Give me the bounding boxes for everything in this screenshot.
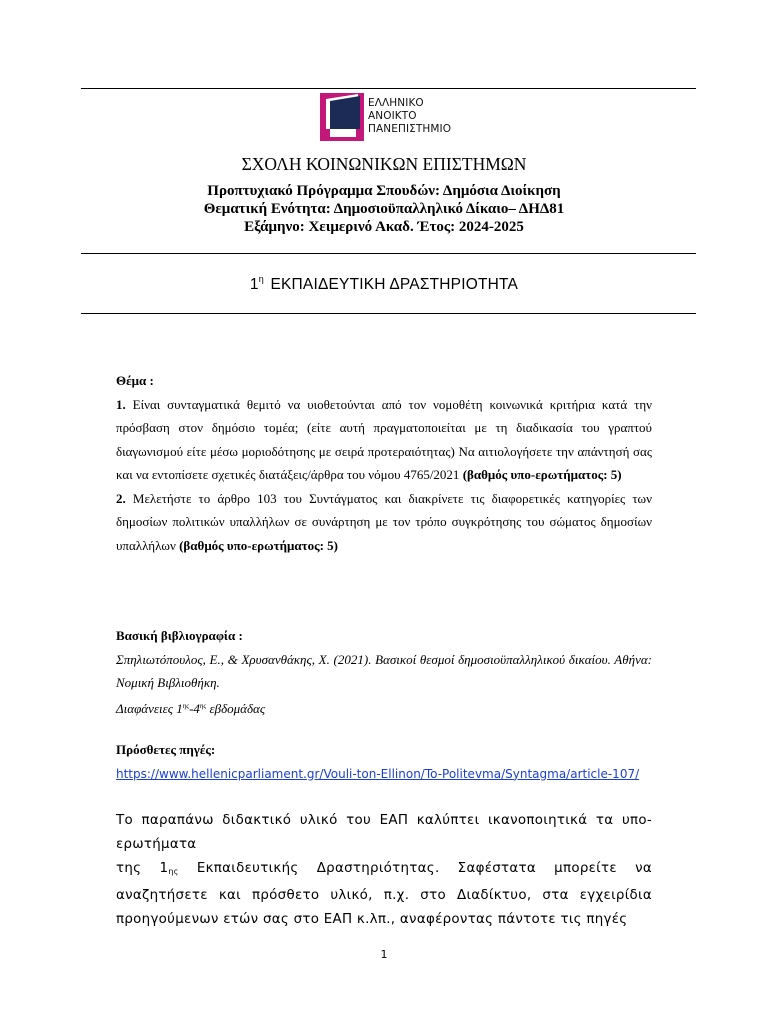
entry-2-part-a: Διαφάνειες 1 (116, 700, 183, 716)
question-2-text: Μελετήστε το άρθρο 103 του Συντάγματος και διακρίνετε τις διαφορετικές κατηγορίες των δημοσίων πολιτικών υπαλλήλων σε συνάρτηση με τον τρόπο συγκρότησης του σώματος δημοσίων υπαλλήλων (116, 490, 652, 553)
closing-line-1: Το παραπάνω διδακτικό υλικό του ΕΑΠ καλύπτει ικανοποιητικά τα υπο-ερωτήματα (116, 813, 652, 852)
activity-number: 1 (249, 276, 259, 293)
entry-2-part-b: -4 (189, 700, 200, 716)
question-1-text: Είναι συνταγματικά θεμιτό να υιοθετούνται από τον νομοθέτη κοινωνικά κριτήρια κατά την πρόσβαση στον δημόσιο τομέα; (είτε αυτή πραγματοποιείται με τη διαδικασία του γραπτού διαγωνισμού είτε μέσω μοριοδότησης με σειρά προτεραιότητας) Να αιτιολογήσετε την απάντησή σας και να εντοπίσετε σχετικές διατάξεις/άρθρα του νόμου 4765/2021 (116, 396, 652, 482)
logo-wordmark (368, 97, 451, 136)
question-2-grade: (βαθμός υπο-ερωτήματος: 5) (179, 537, 339, 553)
constitution-article-link[interactable]: https://www.hellenicparliament.gr/Vouli-ton-Ellinon/To-Politevma/Syntagma/article-107/ (116, 766, 640, 781)
bibliography-heading: Βασική βιβλιογραφία : (116, 628, 243, 643)
topic-heading: Θέμα : (116, 373, 154, 388)
logo-line-2: ΑΝΟΙΚΤΟ (368, 110, 417, 122)
logo-line-3: ΠΑΝΕΠΙΣΤΗΜΙΟ (368, 123, 452, 135)
semester-line: Εξάμηνο: Χειμερινό Ακαδ. Έτος: 2024-2025 (244, 219, 524, 235)
closing-part-a: της 1 (116, 861, 169, 876)
sources-heading: Πρόσθετες πηγές: (116, 742, 216, 757)
module-line: Θεματική Ενότητα: Δημοσιοϋπαλληλικό Δίκαιο– ΔΗΔ81 (203, 201, 565, 217)
bibliography-entry-2 (116, 695, 652, 721)
question-1 (116, 393, 652, 487)
bibliography-section (116, 624, 652, 720)
university-logo (318, 91, 478, 143)
lower-rule (81, 313, 696, 314)
program-line: Προπτυχιακό Πρόγραμμα Σπουδών: Δημόσια Διοίκηση (207, 183, 561, 199)
closing-paragraph (116, 809, 652, 932)
topic-section (116, 369, 652, 557)
sources-section (116, 738, 652, 786)
entry-2-part-c: εβδομάδας (206, 700, 266, 716)
page-number: 1 (380, 948, 388, 961)
middle-rule (81, 253, 696, 254)
activity-title (0, 274, 768, 294)
top-rule (81, 88, 696, 89)
school-title: ΣΧΟΛΗ ΚΟΙΝΩΝΙΚΩΝ ΕΠΙΣΤΗΜΩΝ (241, 154, 527, 174)
question-1-grade: (βαθμός υπο-ερωτήματος: 5) (462, 467, 622, 482)
closing-part-b: Εκπαιδευτικής Δραστηριότητας. Σαφέστατα μπορείτε να αναζητήσετε και πρόσθετο υλικό, π.χ. στο Διαδίκτυο, στα εγχειρίδια προηγούμενων ετών σας στο ΕΑΠ κ.λπ., αναφέροντας πάντοτε τις πηγές (116, 861, 652, 927)
logo-mark-icon (318, 91, 366, 143)
activity-superscript: η (258, 274, 264, 284)
activity-label: ΕΚΠΑΙΔΕΥΤΙΚΗ ΔΡΑΣΤΗΡΙΟΤΗΤΑ (270, 276, 519, 293)
entry-2-sup-1: ης (182, 701, 190, 710)
bibliography-entry-1: Σπηλιωτόπουλος, Ε., & Χρυσανθάκης, Χ. (2021). Βασικοί θεσμοί δημοσιοϋπαλληλικού δικαίου. Αθήνα: Νομική Βιβλιοθήκη. (116, 651, 652, 690)
question-1-number: 1. (116, 396, 126, 412)
closing-line-2 (116, 857, 652, 932)
entry-2-sup-2: ης (199, 701, 207, 710)
closing-subscript: ης (168, 867, 179, 876)
logo-line-1: ΕΛΛΗΝΙΚΟ (368, 97, 424, 109)
question-2-number: 2. (116, 490, 126, 506)
question-2 (116, 487, 652, 558)
